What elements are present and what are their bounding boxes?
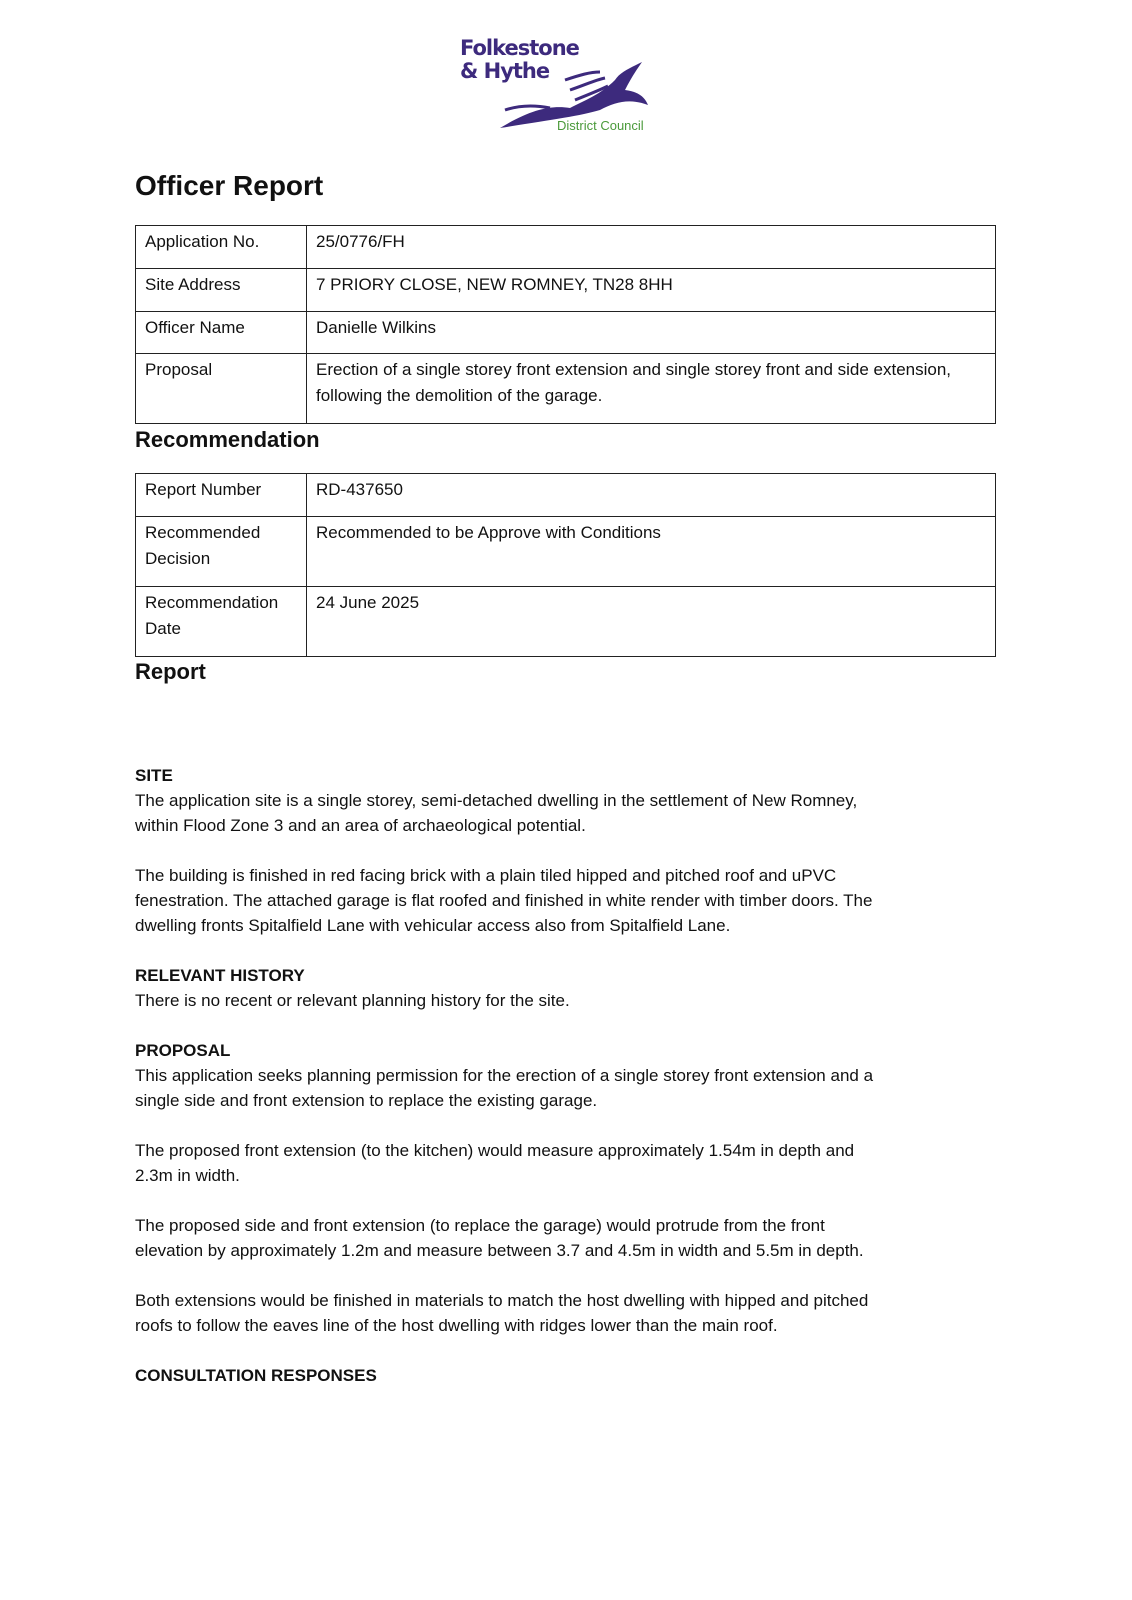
report-body: [135, 763, 1035, 1388]
table-row: [136, 269, 996, 312]
page-title: Officer Report: [135, 170, 324, 201]
spacer: [135, 1263, 1035, 1288]
table-row: [136, 474, 996, 517]
row-label: Report Number: [136, 474, 307, 517]
spacer: [135, 1338, 1035, 1363]
row-label: Application No.: [136, 226, 307, 269]
row-value: Erection of a single storey front extension and single storey front and side extension, following the demolition of the garage.: [307, 354, 996, 424]
paragraph-line: The application site is a single storey, semi-detached dwelling in the settlement of New Romney,: [135, 791, 858, 810]
paragraph-line: Both extensions would be finished in materials to match the host dwelling with hipped and pitched: [135, 1291, 869, 1310]
report-heading: Report: [135, 659, 206, 684]
logo-text-line1: Folkestone: [460, 36, 579, 60]
logo-text-line3: District Council: [557, 118, 644, 133]
paragraph-line: single side and front extension to replace the existing garage.: [135, 1091, 598, 1110]
spacer: [135, 938, 1035, 963]
paragraph-line: 2.3m in width.: [135, 1166, 240, 1185]
paragraph-line: The proposed front extension (to the kitchen) would measure approximately 1.54m in depth and: [135, 1141, 855, 1160]
paragraph-line: The proposed side and front extension (to replace the garage) would protrude from the front: [135, 1216, 825, 1235]
row-value: Danielle Wilkins: [307, 312, 996, 354]
spacer: [135, 838, 1035, 863]
section-heading: RELEVANT HISTORY: [135, 966, 305, 985]
row-label: Recommendation Date: [136, 587, 307, 657]
paragraph-line: The building is finished in red facing brick with a plain tiled hipped and pitched roof and uPVC: [135, 866, 837, 885]
logo-text-line2: & Hythe: [460, 59, 550, 83]
spacer: [135, 1188, 1035, 1213]
table-row: [136, 226, 996, 269]
row-value: 25/0776/FH: [307, 226, 996, 269]
section-heading: SITE: [135, 766, 173, 785]
row-value: RD-437650: [307, 474, 996, 517]
council-logo: [455, 35, 665, 140]
row-label: Officer Name: [136, 312, 307, 354]
table-row: [136, 587, 996, 657]
paragraph-line: within Flood Zone 3 and an area of archaeological potential.: [135, 816, 586, 835]
paragraph-line: dwelling fronts Spitalfield Lane with vehicular access also from Spitalfield Lane.: [135, 916, 731, 935]
paragraph-line: roofs to follow the eaves line of the host dwelling with ridges lower than the main roof.: [135, 1316, 778, 1335]
row-value: 24 June 2025: [307, 587, 996, 657]
row-value: 7 PRIORY CLOSE, NEW ROMNEY, TN28 8HH: [307, 269, 996, 312]
table-row: [136, 312, 996, 354]
paragraph-line: This application seeks planning permission for the erection of a single storey front extension and a: [135, 1066, 874, 1085]
paragraph-line: There is no recent or relevant planning history for the site.: [135, 991, 570, 1010]
recommendation-heading: Recommendation: [135, 427, 320, 452]
row-label: Proposal: [136, 354, 307, 424]
section-heading: CONSULTATION RESPONSES: [135, 1366, 377, 1385]
row-label: Recommended Decision: [136, 517, 307, 587]
table-row: [136, 517, 996, 587]
recommendation-table: [135, 473, 996, 657]
row-value: Recommended to be Approve with Conditions: [307, 517, 996, 587]
section-heading: PROPOSAL: [135, 1041, 231, 1060]
table-row: [136, 354, 996, 424]
paragraph-line: elevation by approximately 1.2m and measure between 3.7 and 4.5m in width and 5.5m in depth.: [135, 1241, 864, 1260]
paragraph-line: fenestration. The attached garage is flat roofed and finished in white render with timber doors. The: [135, 891, 873, 910]
spacer: [135, 1113, 1035, 1138]
row-label: Site Address: [136, 269, 307, 312]
application-details-table: [135, 225, 996, 424]
spacer: [135, 1013, 1035, 1038]
